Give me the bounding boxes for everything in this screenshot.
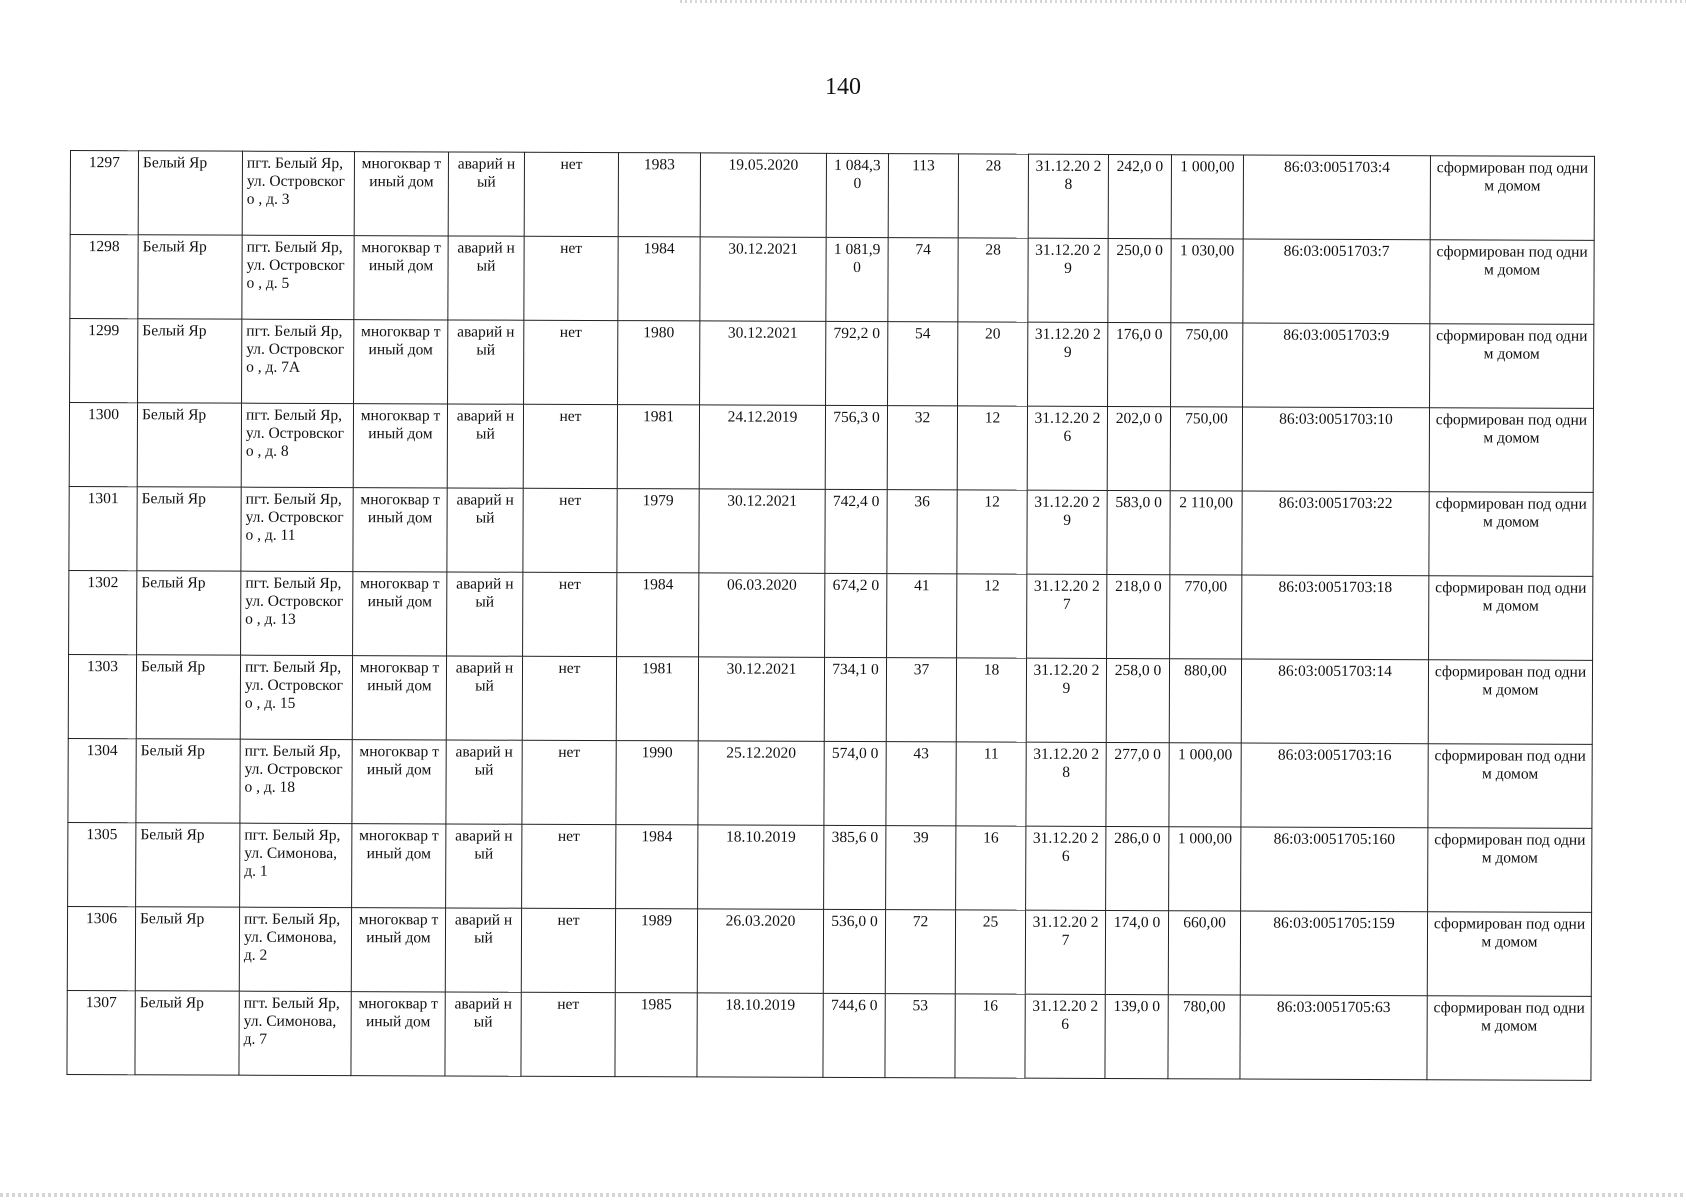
cell-settlement: Белый Яр (137, 487, 241, 571)
cell-year-built: 1984 (617, 573, 699, 657)
cell-year-built: 1989 (615, 909, 697, 993)
cell-area: 742,4 0 (825, 489, 887, 573)
cell-land-area: 139,0 0 (1105, 994, 1168, 1078)
cell-settlement: Белый Яр (135, 991, 239, 1075)
cell-apartments: 28 (958, 238, 1028, 322)
cell-land-area: 242,0 0 (1108, 154, 1171, 238)
cell-row-number: 1306 (67, 906, 135, 990)
cell-land-status: сформирован под одним домом (1430, 156, 1594, 241)
cell-deadline: 31.12.20 26 (1027, 406, 1107, 490)
cell-apartments: 25 (955, 910, 1025, 994)
cell-residents: 37 (886, 658, 956, 742)
cell-flag: нет (523, 404, 617, 488)
cell-row-number: 1299 (70, 319, 138, 403)
cell-flag: нет (522, 656, 616, 740)
cell-year-built: 1981 (617, 405, 699, 489)
cell-area: 674,2 0 (825, 573, 887, 657)
table-row (70, 151, 1594, 241)
cell-deadline: 31.12.20 26 (1026, 826, 1106, 910)
cell-area: 734,1 0 (824, 657, 886, 741)
cell-year-built: 1980 (618, 321, 700, 405)
cell-deadline: 31.12.20 29 (1026, 658, 1106, 742)
cell-row-number: 1298 (70, 235, 138, 319)
cell-house-type: многоквар тиный дом (353, 404, 447, 488)
table-row (67, 990, 1591, 1080)
cell-apartments: 12 (957, 490, 1027, 574)
cell-area: 1 084,3 0 (826, 153, 888, 237)
cell-residents: 54 (888, 322, 958, 406)
cell-deadline: 31.12.20 28 (1026, 742, 1106, 826)
cell-year-built: 1984 (618, 237, 700, 321)
cell-settlement: Белый Яр (136, 739, 240, 823)
cell-cost: 780,00 (1168, 995, 1240, 1079)
cell-cadastral-number: 86:03:0051703:18 (1242, 575, 1429, 660)
cell-cadastral-number: 86:03:0051703:10 (1242, 407, 1429, 492)
cell-land-area: 277,0 0 (1106, 742, 1169, 826)
cell-settlement: Белый Яр (137, 403, 241, 487)
cell-decision-date: 30.12.2021 (698, 657, 824, 741)
cell-land-area: 218,0 0 (1107, 574, 1170, 658)
scan-artifact-top (680, 0, 1686, 3)
cell-year-built: 1985 (615, 993, 697, 1077)
cell-settlement: Белый Яр (136, 823, 240, 907)
cell-flag: нет (523, 572, 617, 656)
cell-condition: аварий ный (445, 992, 521, 1076)
table-row (70, 235, 1594, 325)
cell-decision-date: 25.12.2020 (698, 741, 824, 825)
cell-condition: аварий ный (446, 656, 522, 740)
cell-house-type: многоквар тиный дом (353, 488, 447, 572)
table-row (68, 654, 1592, 744)
cell-cadastral-number: 86:03:0051703:7 (1243, 239, 1430, 324)
cell-apartments: 18 (956, 658, 1026, 742)
cell-residents: 53 (885, 994, 955, 1078)
cell-row-number: 1297 (70, 151, 138, 235)
cell-land-area: 202,0 0 (1107, 406, 1170, 490)
cell-settlement: Белый Яр (138, 151, 242, 235)
cell-area: 744,6 0 (823, 993, 885, 1077)
cell-deadline: 31.12.20 29 (1028, 322, 1108, 406)
cell-cost: 880,00 (1169, 659, 1241, 743)
cell-house-type: многоквар тиный дом (352, 656, 446, 740)
cell-deadline: 31.12.20 28 (1028, 154, 1108, 238)
cell-condition: аварий ный (448, 152, 524, 236)
cell-house-type: многоквар тиный дом (354, 320, 448, 404)
cell-condition: аварий ный (448, 236, 524, 320)
cell-row-number: 1302 (69, 570, 137, 654)
cell-residents: 36 (887, 490, 957, 574)
cell-cost: 1 030,00 (1171, 239, 1243, 323)
cell-cadastral-number: 86:03:0051705:160 (1241, 827, 1428, 912)
cell-cost: 660,00 (1168, 911, 1240, 995)
cell-house-type: многоквар тиный дом (352, 824, 446, 908)
cell-decision-date: 18.10.2019 (697, 993, 823, 1077)
cell-land-area: 174,0 0 (1105, 910, 1168, 994)
cell-address: пгт. Белый Яр, ул. Островского , д. 18 (240, 739, 352, 823)
cell-decision-date: 19.05.2020 (700, 153, 826, 237)
cell-flag: нет (522, 740, 616, 824)
cell-cadastral-number: 86:03:0051703:16 (1241, 743, 1428, 828)
cell-row-number: 1305 (68, 822, 136, 906)
cell-decision-date: 18.10.2019 (698, 825, 824, 909)
cell-apartments: 16 (955, 994, 1025, 1078)
cell-row-number: 1301 (69, 486, 137, 570)
cell-area: 536,0 0 (823, 909, 885, 993)
cell-cost: 770,00 (1170, 575, 1242, 659)
cell-cost: 1 000,00 (1171, 155, 1243, 239)
cell-apartments: 16 (956, 826, 1026, 910)
cell-decision-date: 30.12.2021 (699, 489, 825, 573)
cell-house-type: многоквар тиный дом (353, 572, 447, 656)
cell-land-area: 258,0 0 (1106, 658, 1169, 742)
cell-land-status: сформирован под одним домом (1429, 492, 1593, 577)
cell-condition: аварий ный (447, 404, 523, 488)
cell-condition: аварий ный (447, 572, 523, 656)
cell-land-area: 250,0 0 (1108, 238, 1171, 322)
cell-decision-date: 30.12.2021 (700, 321, 826, 405)
cell-year-built: 1983 (618, 153, 700, 237)
cell-deadline: 31.12.20 29 (1027, 490, 1107, 574)
cell-settlement: Белый Яр (135, 907, 239, 991)
cell-address: пгт. Белый Яр, ул. Симонова, д. 1 (240, 823, 352, 907)
cell-year-built: 1981 (616, 657, 698, 741)
cell-land-status: сформирован под одним домом (1428, 744, 1592, 829)
cell-area: 385,6 0 (824, 825, 886, 909)
cell-cadastral-number: 86:03:0051705:159 (1240, 911, 1427, 996)
cell-condition: аварий ный (446, 824, 522, 908)
cell-apartments: 11 (956, 742, 1026, 826)
cell-flag: нет (523, 488, 617, 572)
cell-year-built: 1990 (616, 741, 698, 825)
scan-artifact-bottom (0, 1193, 1686, 1197)
cell-apartments: 20 (958, 322, 1028, 406)
cell-cadastral-number: 86:03:0051703:14 (1241, 659, 1428, 744)
cell-area: 1 081,9 0 (826, 237, 888, 321)
cell-address: пгт. Белый Яр, ул. Островского , д. 7А (242, 319, 354, 403)
cell-flag: нет (524, 320, 618, 404)
cell-settlement: Белый Яр (138, 319, 242, 403)
cell-deadline: 31.12.20 27 (1025, 910, 1105, 994)
cell-address: пгт. Белый Яр, ул. Островского , д. 15 (240, 655, 352, 739)
cell-house-type: многоквар тиный дом (351, 992, 445, 1076)
table-row (67, 906, 1591, 996)
cell-cost: 2 110,00 (1170, 491, 1242, 575)
cell-condition: аварий ный (445, 908, 521, 992)
cell-area: 756,3 0 (825, 405, 887, 489)
cell-land-status: сформирован под одним домом (1427, 996, 1591, 1081)
cell-row-number: 1304 (68, 738, 136, 822)
cell-address: пгт. Белый Яр, ул. Симонова, д. 2 (239, 907, 351, 991)
cell-land-status: сформирован под одним домом (1429, 408, 1593, 493)
cell-cadastral-number: 86:03:0051703:4 (1243, 155, 1430, 240)
table-row (69, 403, 1593, 493)
page-number: 140 (825, 74, 861, 100)
cell-residents: 72 (885, 910, 955, 994)
registry-table (66, 150, 1595, 1081)
cell-cost: 1 000,00 (1169, 827, 1241, 911)
cell-year-built: 1979 (617, 489, 699, 573)
cell-address: пгт. Белый Яр, ул. Островского , д. 3 (242, 151, 354, 235)
cell-residents: 113 (888, 154, 958, 238)
cell-residents: 43 (886, 742, 956, 826)
cell-land-status: сформирован под одним домом (1429, 576, 1593, 661)
cell-condition: аварий ный (447, 488, 523, 572)
cell-cadastral-number: 86:03:0051703:9 (1243, 323, 1430, 408)
cell-apartments: 28 (958, 154, 1028, 238)
cell-decision-date: 06.03.2020 (699, 573, 825, 657)
cell-cadastral-number: 86:03:0051705:63 (1240, 995, 1427, 1080)
cell-land-area: 176,0 0 (1108, 322, 1171, 406)
cell-cost: 750,00 (1170, 407, 1242, 491)
cell-flag: нет (524, 152, 618, 236)
cell-address: пгт. Белый Яр, ул. Симонова, д. 7 (239, 991, 351, 1075)
cell-flag: нет (524, 236, 618, 320)
cell-row-number: 1307 (67, 990, 135, 1074)
cell-residents: 39 (886, 826, 956, 910)
cell-apartments: 12 (957, 406, 1027, 490)
table-row (68, 738, 1592, 828)
cell-decision-date: 30.12.2021 (700, 237, 826, 321)
table-row (69, 570, 1593, 660)
table-row (70, 319, 1594, 409)
cell-deadline: 31.12.20 29 (1028, 238, 1108, 322)
cell-flag: нет (522, 824, 616, 908)
cell-condition: аварий ный (446, 740, 522, 824)
cell-land-status: сформирован под одним домом (1428, 828, 1592, 913)
cell-decision-date: 26.03.2020 (697, 909, 823, 993)
cell-address: пгт. Белый Яр, ул. Островского , д. 13 (241, 571, 353, 655)
cell-cost: 1 000,00 (1169, 743, 1241, 827)
cell-cadastral-number: 86:03:0051703:22 (1242, 491, 1429, 576)
cell-residents: 32 (887, 406, 957, 490)
cell-deadline: 31.12.20 26 (1025, 994, 1105, 1078)
cell-address: пгт. Белый Яр, ул. Островского , д. 11 (241, 487, 353, 571)
cell-area: 574,0 0 (824, 741, 886, 825)
cell-house-type: многоквар тиный дом (352, 740, 446, 824)
cell-year-built: 1984 (616, 825, 698, 909)
cell-settlement: Белый Яр (137, 571, 241, 655)
cell-house-type: многоквар тиный дом (351, 908, 445, 992)
cell-condition: аварий ный (448, 320, 524, 404)
registry-table-wrapper (66, 150, 1594, 1081)
cell-area: 792,2 0 (826, 321, 888, 405)
cell-house-type: многоквар тиный дом (354, 152, 448, 236)
cell-land-area: 286,0 0 (1106, 826, 1169, 910)
cell-cost: 750,00 (1171, 323, 1243, 407)
cell-decision-date: 24.12.2019 (699, 405, 825, 489)
cell-flag: нет (521, 908, 615, 992)
cell-land-status: сформирован под одним домом (1427, 912, 1591, 997)
cell-deadline: 31.12.20 27 (1027, 574, 1107, 658)
cell-apartments: 12 (957, 574, 1027, 658)
cell-residents: 74 (888, 238, 958, 322)
cell-land-area: 583,0 0 (1107, 490, 1170, 574)
table-row (69, 486, 1593, 576)
cell-settlement: Белый Яр (136, 655, 240, 739)
table-row (68, 822, 1592, 912)
cell-flag: нет (521, 992, 615, 1076)
cell-address: пгт. Белый Яр, ул. Островского , д. 8 (241, 403, 353, 487)
cell-land-status: сформирован под одним домом (1430, 324, 1594, 409)
cell-settlement: Белый Яр (138, 235, 242, 319)
cell-address: пгт. Белый Яр, ул. Островского , д. 5 (242, 235, 354, 319)
table-body (67, 151, 1595, 1081)
cell-row-number: 1300 (69, 403, 137, 487)
cell-land-status: сформирован под одним домом (1428, 660, 1592, 745)
cell-row-number: 1303 (68, 654, 136, 738)
cell-land-status: сформирован под одним домом (1430, 240, 1594, 325)
cell-house-type: многоквар тиный дом (354, 236, 448, 320)
cell-residents: 41 (887, 574, 957, 658)
